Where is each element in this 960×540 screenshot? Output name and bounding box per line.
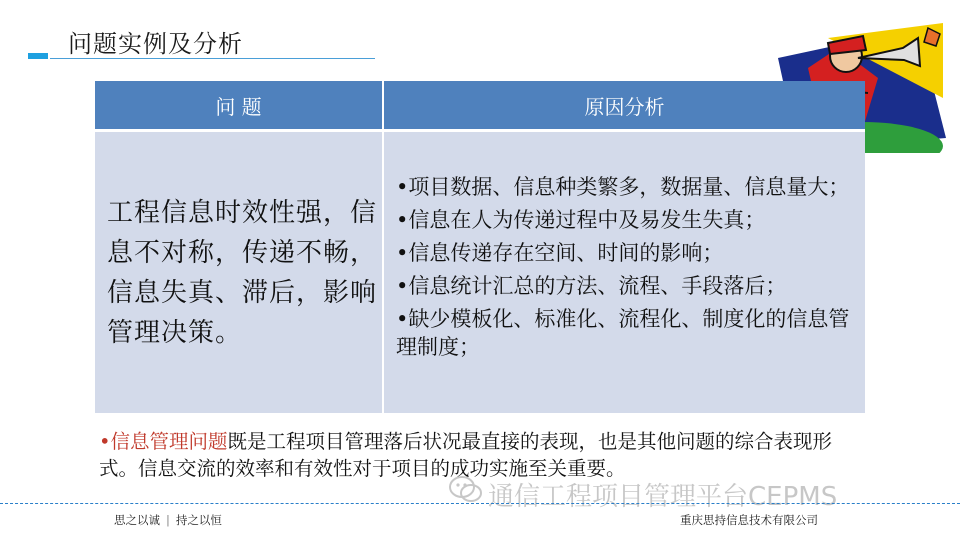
footer-divider bbox=[0, 503, 960, 504]
problem-text: 工程信息时效性强，信息不对称，传递不畅，信息失真、滞后，影响管理决策。 bbox=[107, 197, 378, 348]
reason-item: •信息统计汇总的方法、流程、手段落后； bbox=[396, 274, 787, 298]
summary-highlight: 信息管理问题 bbox=[110, 430, 228, 453]
table-row bbox=[95, 131, 865, 414]
reason-item: •缺少模板化、标准化、流程化、制度化的信息管理制度； bbox=[396, 307, 850, 359]
summary-bullet: • bbox=[99, 430, 111, 453]
reason-item: •信息传递存在空间、时间的影响； bbox=[396, 241, 724, 265]
watermark-text: 通信工程项目管理平台CEPMS bbox=[488, 482, 838, 512]
title-accent-bar bbox=[28, 53, 48, 59]
reasons-list bbox=[384, 165, 865, 380]
footer-motto bbox=[114, 512, 222, 528]
slide-title: 问题实例及分析 bbox=[68, 30, 243, 58]
reason-item: •项目数据、信息种类繁多，数据量、信息量大； bbox=[396, 175, 850, 199]
summary-text: 既是工程项目管理落后状况最直接的表现，也是其他问题的综合表现形式。信息交流的效率和有效性对于项目的成功实施至关重要。 bbox=[99, 430, 833, 480]
footer-motto-right: 持之以恒 bbox=[175, 513, 222, 527]
footer-motto-left: 思之以诚 bbox=[114, 513, 160, 527]
summary-paragraph bbox=[99, 428, 869, 482]
reason-item: •信息在人为传递过程中及易发生失真； bbox=[396, 208, 766, 232]
footer-separator: | bbox=[166, 513, 170, 527]
table-header-row bbox=[95, 81, 865, 131]
reasons-cell bbox=[383, 131, 865, 414]
header-problem: 问 题 bbox=[95, 81, 383, 131]
wechat-icon bbox=[448, 474, 484, 506]
problem-cell bbox=[95, 131, 383, 414]
header-cause-analysis: 原因分析 bbox=[383, 81, 865, 131]
analysis-table bbox=[95, 81, 865, 413]
footer-company: 重庆思持信息技术有限公司 bbox=[680, 513, 818, 527]
